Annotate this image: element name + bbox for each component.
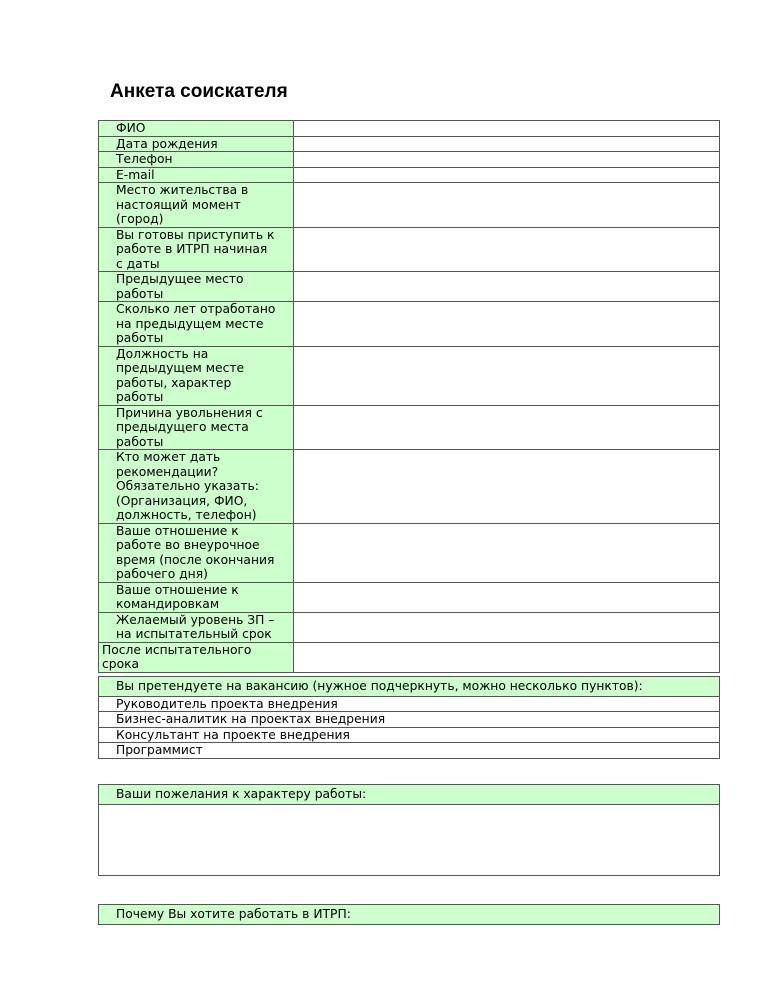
field-label [99,405,294,450]
field-label-line: E-mail [116,167,155,182]
field-label-line: работы, характер [116,375,232,390]
field-answer[interactable] [294,612,720,642]
form-row [99,136,720,152]
vacancy-option[interactable]: Программист [99,742,719,758]
vacancy-option[interactable]: Руководитель проекта внедрения [99,696,719,712]
field-answer[interactable] [294,167,720,183]
field-label-line: предыдущего места [116,420,249,434]
field-label-line: время (после окончания [116,552,275,567]
form-row [99,582,720,612]
wishes-section [98,784,720,876]
form-title: Анкета соискателя [110,81,288,102]
field-label [99,183,294,228]
field-answer[interactable] [294,450,720,524]
field-label-line: срока [102,657,140,671]
field-label-line: Телефон [116,152,173,166]
field-label [99,272,294,302]
field-label-line: Обязательно указать: [116,479,259,493]
field-label-line: Ваше отношение к [116,523,239,538]
form-row [99,405,720,450]
field-label-line: Желаемый уровень ЗП – [116,612,275,627]
wishes-header: Ваши пожелания к характеру работы: [99,785,719,804]
field-label-line: командировкам [116,597,220,611]
vacancy-option[interactable]: Консультант на проекте внедрения [99,727,719,743]
field-answer[interactable] [294,582,720,612]
field-label [99,450,294,524]
field-label-line: (Организация, ФИО, [116,493,248,508]
field-label [99,523,294,582]
field-label-line: После испытательного [102,642,252,657]
form-row [99,302,720,347]
vacancy-section [98,676,720,759]
why-header: Почему Вы хотите работать в ИТРП: [99,905,719,924]
form-row [99,642,720,672]
field-label-line: ФИО [116,121,146,135]
field-label-line: Дата рождения [116,136,218,151]
form-row [99,167,720,183]
field-label [99,582,294,612]
field-answer[interactable] [294,136,720,152]
field-label [99,167,294,183]
field-label [99,152,294,168]
field-label-line: должность, телефон) [116,508,257,522]
field-label-line: предыдущем месте [116,361,245,375]
field-label-line: настоящий момент [116,197,241,212]
field-label-line: рабочего дня) [116,567,208,581]
field-label [99,227,294,272]
field-label-line: Место жительства в [116,183,249,197]
field-label-line: с даты [116,256,160,271]
field-answer[interactable] [294,183,720,228]
field-answer[interactable] [294,346,720,405]
field-label [99,302,294,347]
form-row [99,612,720,642]
form-row [99,121,720,137]
form-row [99,272,720,302]
form-row [99,152,720,168]
field-label [99,346,294,405]
field-label-line: Предыдущее место [116,272,244,286]
vacancy-header: Вы претендуете на вакансию (нужное подчеркнуть, можно несколько пунктов): [99,677,719,696]
field-label-line: на предыдущем месте [116,316,264,331]
form-row [99,450,720,524]
field-answer[interactable] [294,272,720,302]
form-row [99,523,720,582]
field-answer[interactable] [294,121,720,137]
field-answer[interactable] [294,405,720,450]
field-label-line: Причина увольнения с [116,405,263,420]
form-row [99,346,720,405]
field-label-line: работы [116,434,164,449]
field-label [99,642,294,672]
field-answer[interactable] [294,642,720,672]
why-section [98,904,720,925]
field-label-line: работы [116,331,164,345]
field-label-line: на испытательный срок [116,627,272,641]
field-label-line: работы [116,390,164,404]
field-label-line: работы [116,286,164,301]
form-row [99,183,720,228]
field-label-line: Сколько лет отработано [116,302,276,316]
field-answer[interactable] [294,227,720,272]
wishes-answer-field[interactable] [99,804,719,875]
field-label-line: работе в ИТРП начиная [116,242,268,256]
field-label-line: (город) [116,212,164,226]
field-label-line: работе во внеурочное [116,538,260,552]
applicant-info-table [98,120,720,673]
field-label [99,121,294,137]
field-answer[interactable] [294,523,720,582]
vacancy-option[interactable]: Бизнес-аналитик на проектах внедрения [99,711,719,727]
form-row [99,227,720,272]
field-label-line: Вы готовы приступить к [116,227,275,242]
field-answer[interactable] [294,302,720,347]
field-label [99,136,294,152]
field-answer[interactable] [294,152,720,168]
field-label-line: Должность на [116,346,209,361]
field-label-line: Кто может дать [116,450,221,464]
field-label-line: Ваше отношение к [116,582,239,597]
field-label-line: рекомендации? [116,464,219,479]
field-label [99,612,294,642]
